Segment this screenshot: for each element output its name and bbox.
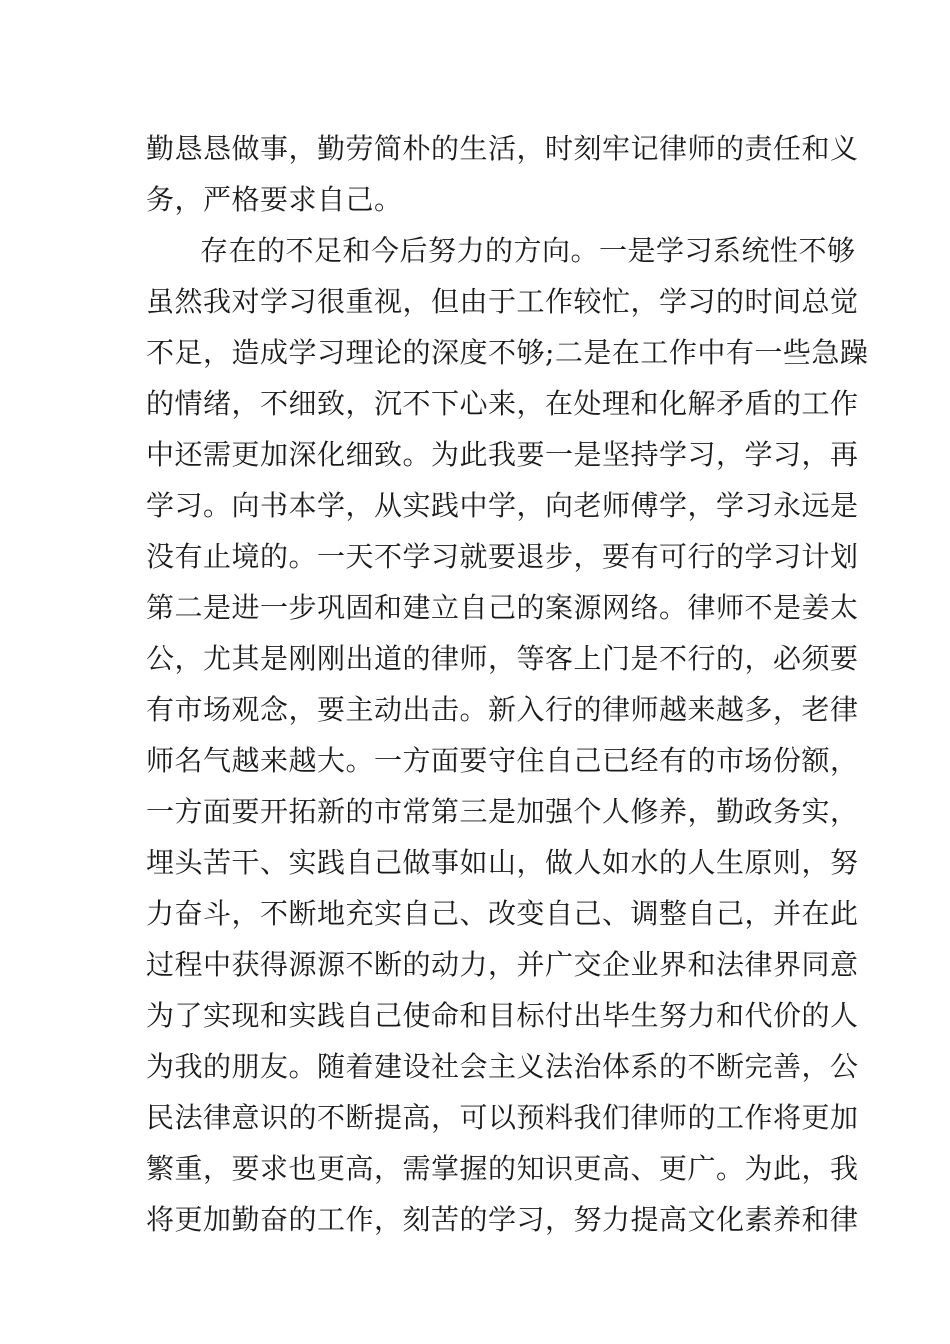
text-line: 有市场观念，要主动出击。新入行的律师越来越多，老律 [146,693,859,726]
text-line: 学习。向书本学，从实践中学，向老师傅学，学习永远是 [146,489,859,522]
text-line: 不足，造成学习理论的深度不够;二是在工作中有一些急躁 [146,336,869,369]
text-line: 埋头苦干、实践自己做事如山，做人如水的人生原则，努 [146,846,859,879]
text-line: 为了实现和实践自己使命和目标付出毕生努力和代价的人 [146,999,859,1032]
text-line: 过程中获得源源不断的动力，并广交企业界和法律界同意 [146,948,859,981]
text-line: 一方面要开拓新的市常第三是加强个人修养，勤政务实， [146,795,859,828]
text-line: 务，严格要求自己。 [146,183,403,216]
text-line: 力奋斗，不断地充实自己、改变自己、调整自己，并在此 [146,897,859,930]
text-line: 第二是进一步巩固和建立自己的案源网络。律师不是姜太 [146,591,859,624]
text-line: 师名气越来越大。一方面要守住自己已经有的市场份额， [146,744,859,777]
text-line: 将更加勤奋的工作，刻苦的学习，努力提高文化素养和律 [146,1203,859,1236]
paragraph-first-line: 存在的不足和今后努力的方向。一是学习系统性不够 [200,234,856,267]
text-line: 中还需更加深化细致。为此我要一是坚持学习，学习，再 [146,438,859,471]
text-line: 虽然我对学习很重视，但由于工作较忙，学习的时间总觉 [146,285,859,318]
text-line: 为我的朋友。随着建设社会主义法治体系的不断完善，公 [146,1050,859,1083]
text-line: 没有止境的。一天不学习就要退步，要有可行的学习计划 [146,540,859,573]
text-line: 公，尤其是刚刚出道的律师，等客上门是不行的，必须要 [146,642,859,675]
text-line: 繁重，要求也更高，需掌握的知识更高、更广。为此，我 [146,1152,859,1185]
text-line: 的情绪，不细致，沉不下心来，在处理和化解矛盾的工作 [146,387,859,420]
text-line: 勤恳恳做事，勤劳简朴的生活，时刻牢记律师的责任和义 [146,132,859,165]
text-line: 民法律意识的不断提高，可以预料我们律师的工作将更加 [146,1101,859,1134]
